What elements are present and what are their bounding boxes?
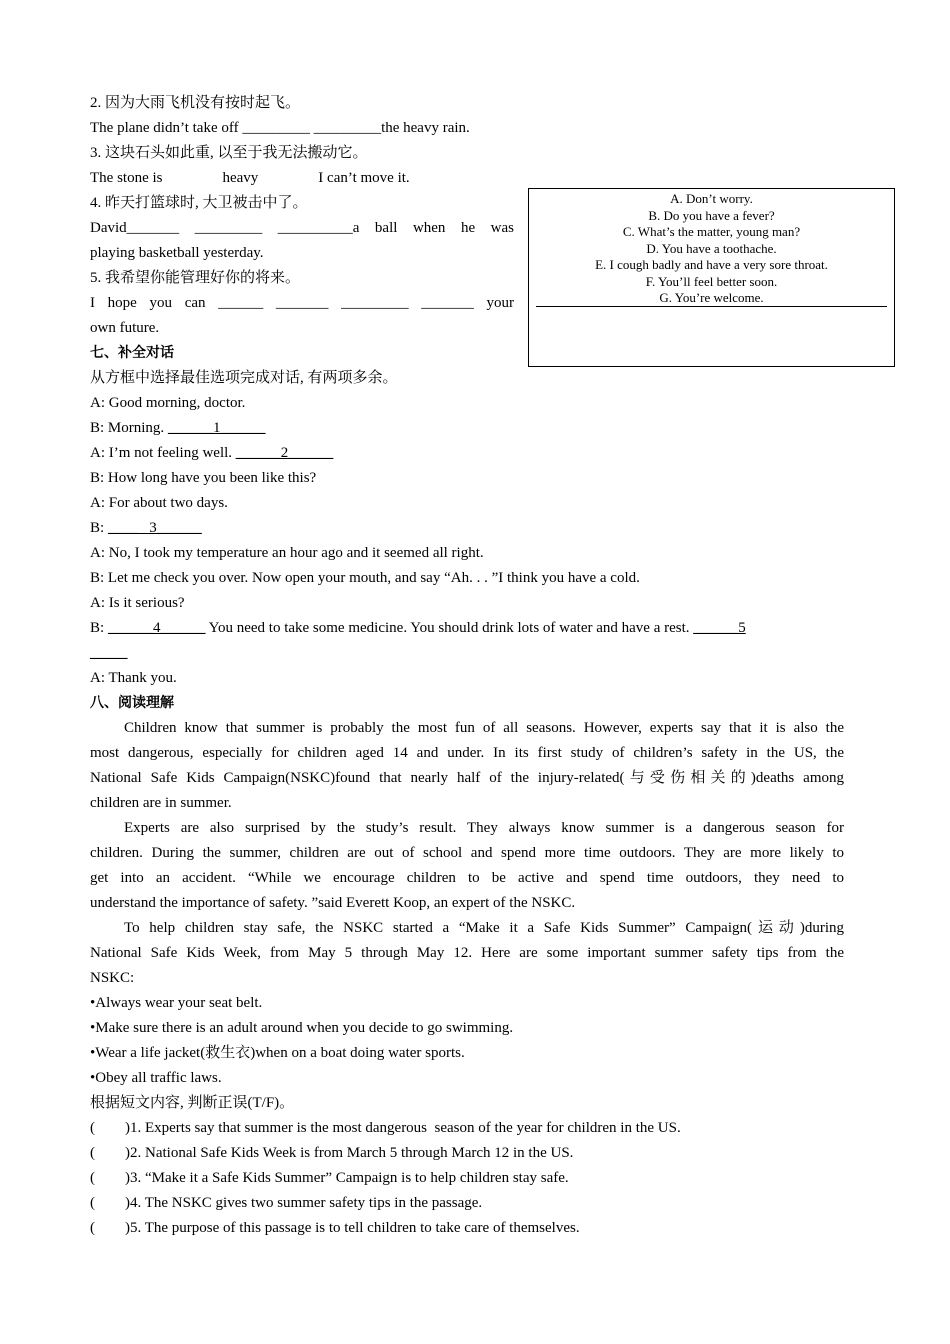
q3-english: The stone is heavy I can’t move it.: [90, 170, 410, 186]
dialogue-line-4: B: How long have you been like this?: [90, 470, 317, 486]
dialogue-line-3: [90, 444, 333, 462]
blank-1[interactable]: ______1______: [167, 420, 266, 436]
blank-4[interactable]: ______4______: [107, 620, 206, 636]
speaker-text: B:: [90, 520, 108, 536]
dialogue-instruction: 从方框中选择最佳选项完成对话, 有两项多余。: [90, 370, 398, 386]
dialogue-line-7: A: No, I took my temperature an hour ago and it seemed all right.: [90, 545, 484, 561]
q4-chinese: 4. 昨天打篮球时, 大卫被击中了。: [90, 195, 308, 211]
option-a: A. Don’t worry.: [670, 191, 753, 206]
q2-chinese: 2. 因为大雨飞机没有按时起飞。: [90, 95, 301, 111]
blank-3[interactable]: ____ 3______: [107, 520, 202, 536]
tip-2: •Make sure there is an adult around when you decide to go swimming.: [90, 1020, 514, 1036]
option-f: F. You’ll feel better soon.: [645, 273, 778, 289]
dialogue-line-10-cont: [90, 644, 128, 662]
tip-3: •Wear a life jacket(救生衣)when on a boat doing water sports.: [90, 1045, 465, 1061]
p2-line-3: get into an accident. “While we encourage children to be active and spend time outdoors, they need to: [90, 870, 844, 886]
dialogue-line-6: [90, 519, 202, 537]
option-e: E. I cough badly and have a very sore throat.: [595, 257, 828, 272]
speaker-text: B:: [90, 620, 108, 636]
tf-question-1[interactable]: ( )1. Experts say that summer is the most dangerous season of the year for children in the US.: [90, 1120, 681, 1136]
q5-english-line2: own future.: [90, 320, 160, 336]
q4-english-line2: playing basketball yesterday.: [90, 245, 264, 261]
p3-line-1: To help children stay safe, the NSKC started a “Make it a Safe Kids Summer” Campaign(运动)during: [124, 920, 844, 936]
dialogue-heading: 七、补全对话: [90, 345, 174, 361]
blank-5-continued[interactable]: _____: [90, 645, 128, 661]
p1-line-2: most dangerous, especially for children aged 14 and under. In its first study of children’s safety in the US, the: [90, 745, 844, 761]
p2-line-2: children. During the summer, children are out of school and spend more time outdoors. They are more likely to: [90, 845, 844, 861]
dialogue-line-2: [90, 419, 265, 437]
dialogue-line-10: [90, 619, 746, 637]
tip-1: •Always wear your seat belt.: [90, 995, 263, 1011]
q4-english-line1: David_______ _________ __________a ball when he was: [90, 220, 514, 236]
doctor-advice: You need to take some medicine. You should drink lots of water and have a rest.: [205, 620, 694, 636]
options-box: [528, 188, 895, 367]
dialogue-line-11: A: Thank you.: [90, 670, 177, 686]
p1-line-4: children are in summer.: [90, 795, 232, 811]
tf-question-2[interactable]: ( )2. National Safe Kids Week is from March 5 through March 12 in the US.: [90, 1145, 574, 1161]
q2-english: The plane didn’t take off _________ _________the heavy rain.: [90, 120, 470, 136]
options-list: [529, 191, 894, 307]
dialogue-line-5: A: For about two days.: [90, 495, 228, 511]
q3-chinese: 3. 这块石头如此重, 以至于我无法搬动它。: [90, 145, 368, 161]
p3-line-2: National Safe Kids Week, from May 5 through May 12. Here are some important summer safety tips from the: [90, 945, 844, 961]
dialogue-line-1: A: Good morning, doctor.: [90, 395, 246, 411]
options-divider: [536, 306, 887, 307]
speaker-text: A: I’m not feeling well.: [90, 445, 236, 461]
dialogue-line-8: B: Let me check you over. Now open your mouth, and say “Ah. . . ”I think you have a cold.: [90, 570, 640, 586]
tip-4: •Obey all traffic laws.: [90, 1070, 222, 1086]
q5-chinese: 5. 我希望你能管理好你的将来。: [90, 270, 301, 286]
q5-english-line1: I hope you can ______ _______ _________ _______ your: [90, 295, 514, 311]
tf-question-3[interactable]: ( )3. “Make it a Safe Kids Summer” Campaign is to help children stay safe.: [90, 1170, 569, 1186]
tf-question-4[interactable]: ( )4. The NSKC gives two summer safety tips in the passage.: [90, 1195, 483, 1211]
reading-heading: 八、阅读理解: [90, 695, 174, 711]
tf-question-5[interactable]: ( )5. The purpose of this passage is to tell children to take care of themselves.: [90, 1220, 580, 1236]
blank-2[interactable]: ______2______: [235, 445, 334, 461]
p1-line-3: National Safe Kids Campaign(NSKC)found that nearly half of the injury-related(与受伤相关的)deaths among: [90, 770, 844, 786]
blank-5[interactable]: ______5: [693, 620, 746, 636]
p2-line-4: understand the importance of safety. ”said Everett Koop, an expert of the NSKC.: [90, 895, 576, 911]
option-c: C. What’s the matter, young man?: [622, 224, 801, 239]
option-b: B. Do you have a fever?: [648, 207, 775, 223]
option-g: G. You’re welcome.: [659, 290, 764, 305]
speaker-text: B: Morning.: [90, 420, 168, 436]
dialogue-line-9: A: Is it serious?: [90, 595, 185, 611]
p3-line-3: NSKC:: [90, 970, 135, 986]
p1-line-1: Children know that summer is probably the most fun of all seasons. However, experts say that it is also the: [124, 720, 844, 736]
p2-line-1: Experts are also surprised by the study’s result. They always know summer is a dangerous season for: [124, 820, 844, 836]
tf-instruction: 根据短文内容, 判断正误(T/F)。: [90, 1095, 295, 1111]
option-d: D. You have a toothache.: [646, 240, 777, 256]
